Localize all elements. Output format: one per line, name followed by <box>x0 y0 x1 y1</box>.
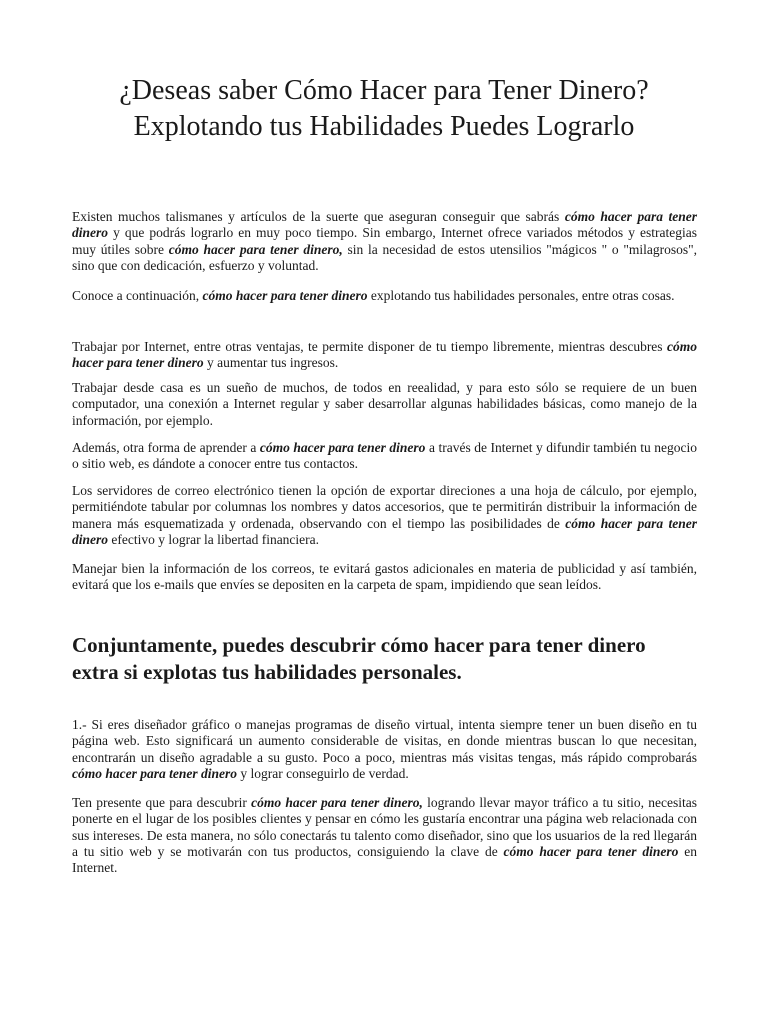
keyword-emphasis: cómo hacer para tener dinero <box>72 339 697 371</box>
text-run: y lograr conseguirlo de verdad. <box>237 765 409 781</box>
text-run: a través de Internet y difundir también tu negocio o sitio web, es dándote a conocer entre tus contactos. <box>72 440 697 472</box>
paragraph-intro <box>72 209 697 274</box>
heading-line-2: extra si explotas tus habilidades personales. <box>72 660 462 684</box>
text-run: Los servidores de correo electrónico tienen la opción de exportar direciones a una hoja de cálculo, por ejemplo, permitiéndote tabular por columnas los nombres y datos accesorios, que te permitirán distribuir la información de manera más esquematizada y ordenada, observando con el tiempo las posibilidades de <box>72 483 697 531</box>
paragraph-servidores <box>72 483 697 548</box>
text-run: Trabajar por Internet, entre otras ventajas, te permite disponer de tu tiempo libremente, mientras descubres <box>72 339 667 354</box>
text-run: Conoce a continuación, <box>72 288 203 303</box>
section-heading <box>72 632 712 686</box>
text-run: y que podrás lograrlo en muy poco tiempo. Sin embargo, Internet ofrece variados métodos y estrategias muy útiles sobre <box>72 225 697 257</box>
keyword-emphasis: cómo hacer para tener dinero <box>72 765 237 781</box>
keyword-emphasis: cómo hacer para tener dinero, <box>168 241 343 257</box>
paragraph-conoce <box>72 288 697 304</box>
paragraph-trabajar-casa: Trabajar desde casa es un sueño de muchos, de todos en reealidad, y para esto sólo se requiere de un buen computador, una conexión a Internet regular y saber desarrollar algunas habilidades básicas, como manejo de la información, por ejemplo. <box>72 380 697 428</box>
text-run: en Internet. <box>72 843 697 876</box>
keyword-emphasis: cómo hacer para tener dinero <box>72 209 697 241</box>
title-line-1: ¿Deseas saber Cómo Hacer para Tener Dinero? <box>119 75 649 106</box>
text-run: y aumentar tus ingresos. <box>203 355 339 371</box>
paragraph-disenador <box>72 717 697 782</box>
text-run: Además, otra forma de aprender a <box>72 440 260 455</box>
keyword-emphasis: cómo hacer para tener dinero <box>202 288 368 303</box>
paragraph-ademas <box>72 440 697 473</box>
text-run: 1.- Si eres diseñador gráfico o manejas programas de diseño virtual, intenta siempre tener un buen diseño en tu página web. Esto significará un aumento considerable de visitas, en donde mientras buscan lo que necesitan, encontrarán un diseño agradable a su gusto. Poco a poco, mientras más visitas tengas, más rápido comprobarás <box>72 717 697 765</box>
text-run: efectivo y lograr la libertad financiera. <box>108 531 320 547</box>
text-run: Ten presente que para descubrir <box>72 795 252 810</box>
keyword-emphasis: cómo hacer para tener dinero <box>503 843 679 859</box>
title-line-2: Explotando tus Habilidades Puedes Lograrlo <box>133 111 635 142</box>
page-title <box>40 73 728 145</box>
text-run: explotando tus habilidades personales, entre otras cosas. <box>367 288 675 303</box>
keyword-emphasis: cómo hacer para tener dinero <box>259 440 426 455</box>
paragraph-manejar: Manejar bien la información de los correos, te evitará gastos adicionales en materia de publicidad y así también, evitará que los e-mails que envíes se depositen en la carpeta de spam, impidiendo que sean leídos. <box>72 561 697 593</box>
heading-line-1: Conjuntamente, puedes descubrir cómo hacer para tener dinero <box>72 633 646 657</box>
text-run: sin la necesidad de estos utensilios "mágicos " o "milagrosos", sino que con dedicación, esfuerzo y voluntad. <box>72 241 697 273</box>
paragraph-ten-presente <box>72 795 697 876</box>
paragraph-trabajar-internet <box>72 339 697 372</box>
text-run: Existen muchos talismanes y artículos de la suerte que aseguran conseguir que sabrás <box>72 209 565 224</box>
keyword-emphasis: cómo hacer para tener dinero, <box>251 795 423 810</box>
keyword-emphasis: cómo hacer para tener dinero <box>72 515 697 547</box>
text-run: logrando llevar mayor tráfico a tu sitio, necesitas ponerte en el lugar de los posibles clientes y pensar en cómo les gustaría encontrar una página web relacionada con sus intereses. De esta manera, no sólo conectarás tu talento como diseñador, sino que los usuarios de la red llegarán a tu sitio web y se motivarán con tus productos, consiguiendo la clave de <box>72 795 697 859</box>
